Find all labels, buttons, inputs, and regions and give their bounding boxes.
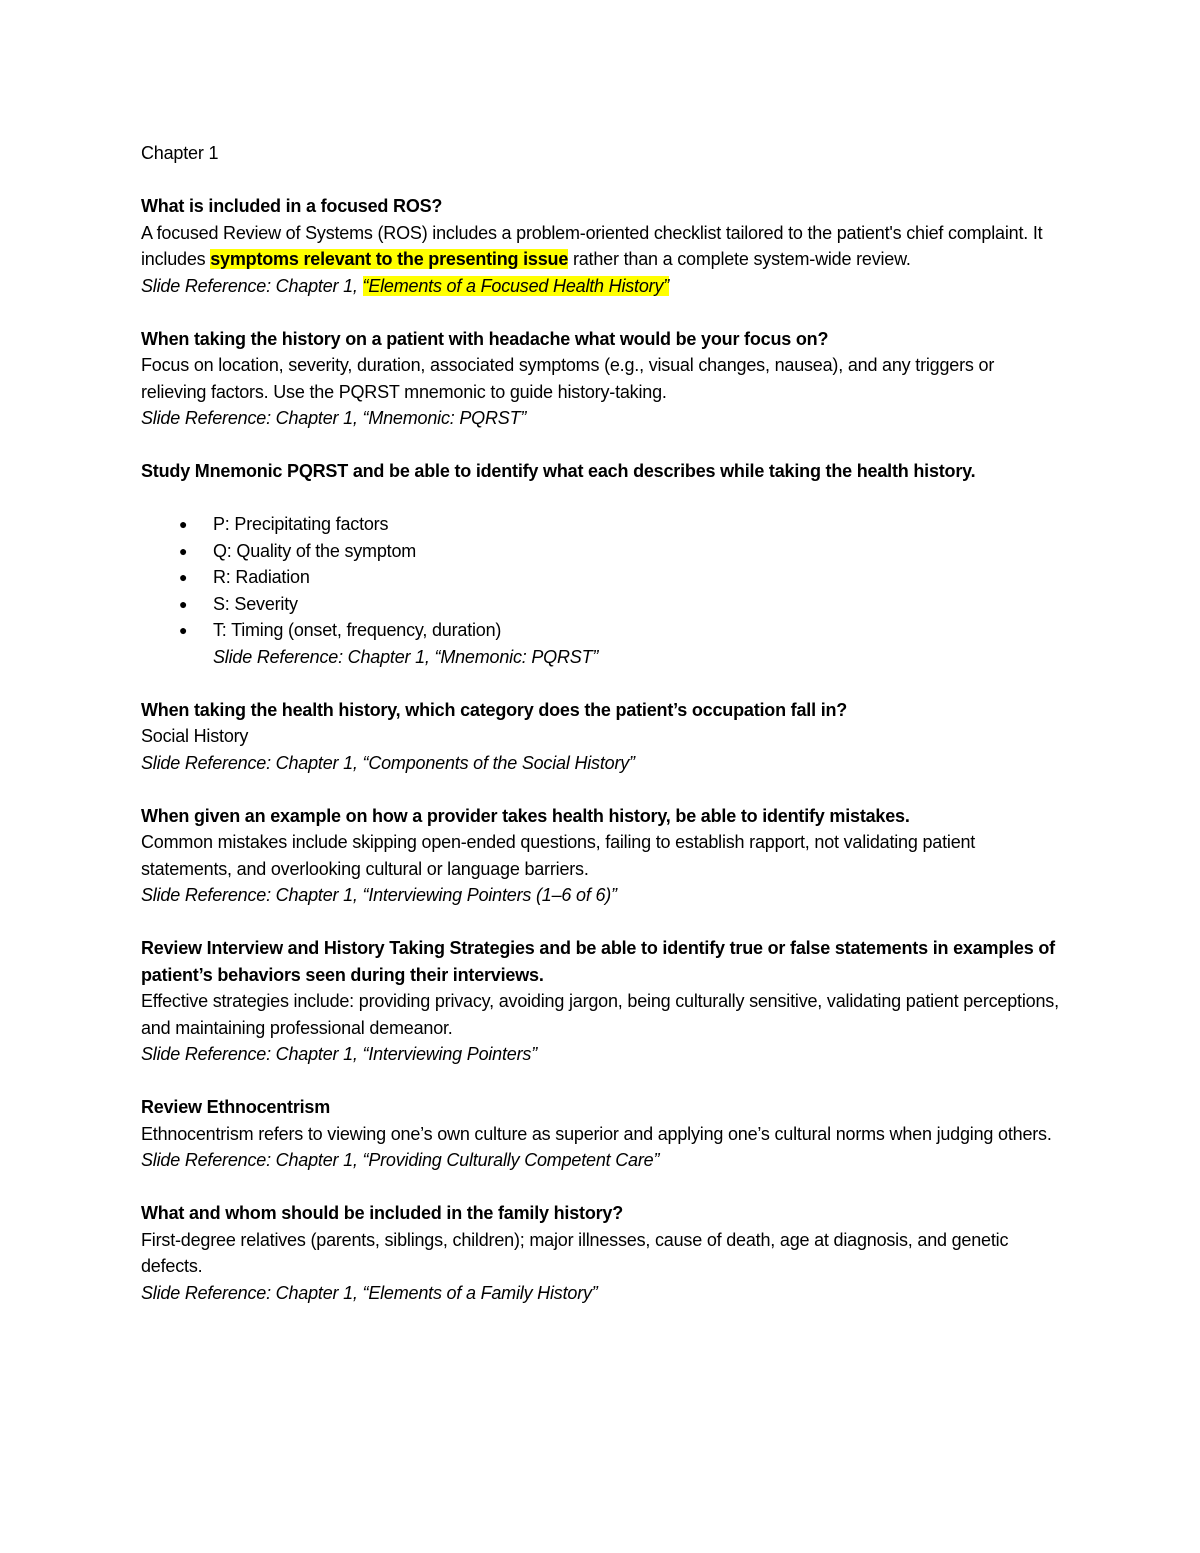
- pqrst-list: [141, 511, 1061, 644]
- answer-text: Social History: [141, 726, 249, 746]
- slide-reference: [141, 273, 1061, 300]
- question-heading: What is included in a focused ROS?: [141, 196, 443, 216]
- bullet-icon: ●: [179, 622, 188, 638]
- answer-text: [141, 220, 1061, 273]
- question-heading: When given an example on how a provider takes health history, be able to identify mistakes.: [141, 805, 910, 826]
- list-item-text: Q: Quality of the symptom: [213, 540, 417, 561]
- answer-text: First-degree relatives (parents, siblings, children); major illnesses, cause of death, age at diagnosis, and genetic defects.: [141, 1229, 1009, 1276]
- section-family-history: [141, 1200, 1061, 1306]
- slide-reference: Slide Reference: Chapter 1, “Mnemonic: PQRST”: [141, 408, 527, 428]
- section-interview-strategies: [141, 935, 1061, 1068]
- section-history-mistakes: [141, 803, 1061, 909]
- list-item-text: R: Radiation: [213, 567, 310, 587]
- highlighted-text: symptoms relevant to the presenting issue: [210, 249, 569, 269]
- highlighted-reference: “Elements of a Focused Health History”: [362, 275, 670, 296]
- slide-reference: Slide Reference: Chapter 1, “Providing Culturally Competent Care”: [141, 1150, 660, 1170]
- section-focused-ros: [141, 193, 1061, 299]
- section-pqrst: [141, 458, 1061, 670]
- question-heading: When taking the history on a patient with headache what would be your focus on?: [141, 328, 829, 349]
- slide-reference-prefix: Slide Reference: Chapter 1,: [141, 275, 363, 296]
- bullet-icon: ●: [179, 542, 188, 559]
- slide-reference: Slide Reference: Chapter 1, “Interviewing Pointers”: [141, 1044, 537, 1064]
- slide-reference: Slide Reference: Chapter 1, “Components of the Social History”: [141, 752, 635, 773]
- question-heading: Study Mnemonic PQRST and be able to identify what each describes while taking the health history.: [141, 461, 976, 481]
- question-heading: Review Ethnocentrism: [141, 1097, 331, 1117]
- bullet-icon: ●: [179, 516, 188, 532]
- list-item-text: S: Severity: [213, 593, 298, 614]
- list-item: [179, 591, 1061, 618]
- list-item: [179, 511, 1061, 538]
- section-headache-history: [141, 326, 1061, 432]
- question-heading: Review Interview and History Taking Strategies and be able to identify true or false statements in examples of patient’s behaviors seen during their interviews.: [141, 938, 1055, 985]
- answer-text-start: A focused Review of Systems (ROS) includes a problem-oriented checklist tailored to the patient's chief complaint. It includes: [141, 222, 1043, 269]
- list-item: [179, 617, 1061, 644]
- document-page: [141, 140, 1061, 1333]
- slide-reference: Slide Reference: Chapter 1, “Interviewing Pointers (1–6 of 6)”: [141, 885, 617, 905]
- answer-text-end: rather than a complete system-wide review.: [568, 249, 911, 269]
- question-heading: When taking the health history, which category does the patient’s occupation fall in?: [141, 699, 848, 720]
- list-item: [179, 564, 1061, 591]
- section-occupation-category: [141, 697, 1061, 777]
- list-item-text: T: Timing (onset, frequency, duration): [213, 620, 502, 640]
- list-item: [179, 538, 1061, 565]
- answer-text: Focus on location, severity, duration, associated symptoms (e.g., visual changes, nausea), and any triggers or relieving factors. Use the PQRST mnemonic to guide history-taking.: [141, 355, 995, 402]
- bullet-icon: ●: [179, 569, 188, 585]
- answer-text: Ethnocentrism refers to viewing one’s own culture as superior and applying one’s cultural norms when judging others.: [141, 1123, 1052, 1144]
- answer-text: Effective strategies include: providing privacy, avoiding jargon, being culturally sensitive, validating patient perceptions, and maintaining professional demeanor.: [141, 991, 1059, 1038]
- answer-text: Common mistakes include skipping open-ended questions, failing to establish rapport, not validating patient statements, and overlooking cultural or language barriers.: [141, 832, 976, 879]
- list-item-text: P: Precipitating factors: [213, 514, 389, 534]
- question-heading: What and whom should be included in the family history?: [141, 1203, 624, 1223]
- section-ethnocentrism: [141, 1094, 1061, 1174]
- bullet-icon: ●: [179, 595, 188, 612]
- slide-reference: Slide Reference: Chapter 1, “Elements of a Family History”: [141, 1282, 598, 1303]
- chapter-title: Chapter 1: [141, 143, 219, 163]
- slide-reference: Slide Reference: Chapter 1, “Mnemonic: PQRST”: [213, 646, 599, 667]
